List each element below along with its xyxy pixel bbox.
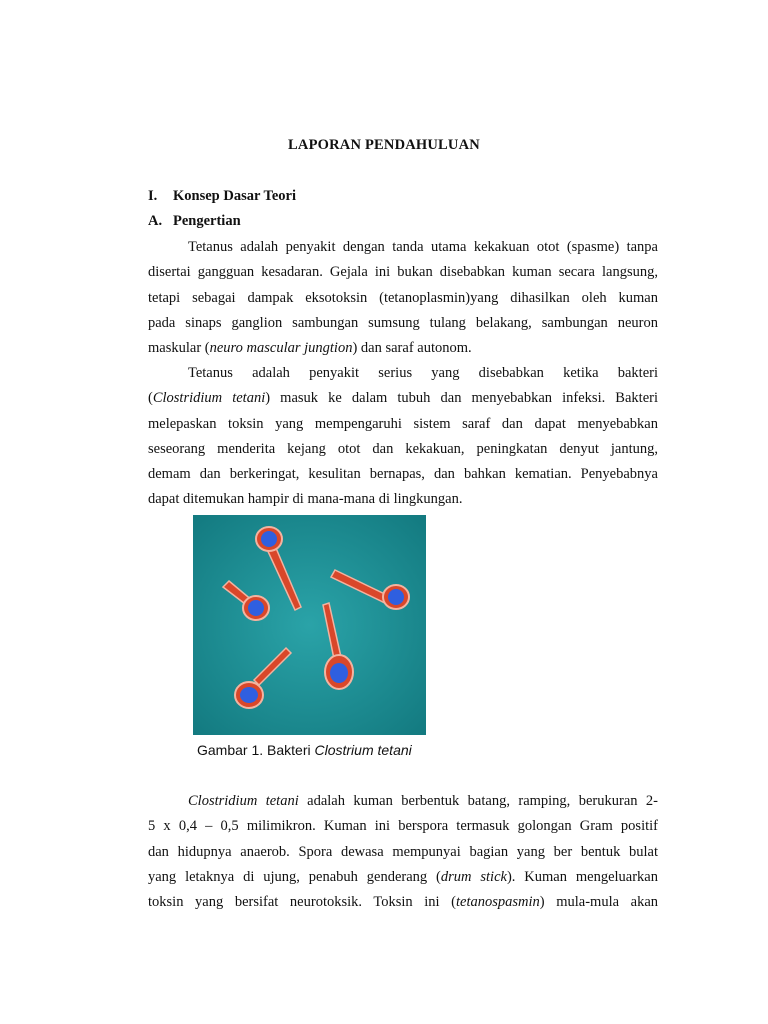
text-line: 5 x 0,4 – 0,5 milimikron. Kuman ini berspora termasuk golongan Gram positif <box>148 818 658 835</box>
italic-term: Clostridium tetani <box>152 390 266 407</box>
italic-term: neuro mascular jungtion <box>209 340 353 357</box>
text-line: disertai gangguan kesadaran. Gejala ini bukan disebabkan kuman secara langsung, <box>148 264 658 281</box>
text-line: demam dan berkeringat, kesulitan bernapas, dan bahkan kematian. Penyebabnya <box>148 466 658 483</box>
text-line: Tetanus adalah penyakit dengan tanda utama kekakuan otot (spasme) tanpa <box>188 239 658 255</box>
section-label: Pengertian <box>173 213 241 229</box>
paragraph-3 <box>148 789 658 915</box>
paragraph-1 <box>148 235 658 361</box>
section-number: A. <box>148 213 163 229</box>
bacteria-figure <box>193 515 426 735</box>
figure-caption: Gambar 1. Bakteri Clostrium tetani <box>197 742 412 758</box>
document-title: LAPORAN PENDAHULUAN <box>288 137 480 153</box>
italic-term: Clostridium tetani <box>188 793 299 809</box>
section-number: I. <box>148 188 158 204</box>
text-line: pada sinaps ganglion sambungan sumsung tulang belakang, sambungan neuron <box>148 314 658 331</box>
text-line: (Clostridium tetani) masuk ke dalam tubuh dan menyebabkan infeksi. Bakteri <box>148 390 658 407</box>
text-line: Tetanus adalah penyakit serius yang disebabkan ketika bakteri <box>188 365 658 381</box>
bacteria-illustration <box>193 515 426 735</box>
text-line: toksin yang bersifat neurotoksik. Toksin ini (tetanospasmin) mula-mula akan <box>148 894 659 911</box>
italic-term: drum stick <box>440 868 507 885</box>
text-line: melepaskan toksin yang mempengaruhi sistem saraf dan dapat menyebabkan <box>148 415 658 432</box>
caption-italic: Clostrium tetani <box>314 742 412 758</box>
paragraph-2 <box>148 361 658 513</box>
section-label: Konsep Dasar Teori <box>173 188 297 204</box>
text-line: maskular (neuro mascular jungtion) dan saraf autonom. <box>148 340 472 357</box>
text-line: tetapi sebagai dampak eksotoksin (tetanoplasmin)yang dihasilkan oleh kuman <box>148 289 658 306</box>
section-heading-1 <box>148 188 296 205</box>
section-heading-a <box>148 213 241 230</box>
text-line: seseorang menderita kejang otot dan kekakuan, peningkatan denyut jantung, <box>148 440 658 457</box>
text-line: yang letaknya di ujung, penabuh genderang (drum stick). Kuman mengeluarkan <box>148 868 658 885</box>
text-line: dan hidupnya anaerob. Spora dewasa mempunyai bagian yang ber bentuk bulat <box>148 843 658 860</box>
text-line: Clostridium tetani adalah kuman berbentuk batang, ramping, berukuran 2- <box>188 793 658 809</box>
text-line: dapat ditemukan hampir di mana-mana di lingkungan. <box>148 491 463 508</box>
italic-term: tetanospasmin <box>456 894 540 911</box>
figure-background <box>193 515 426 735</box>
